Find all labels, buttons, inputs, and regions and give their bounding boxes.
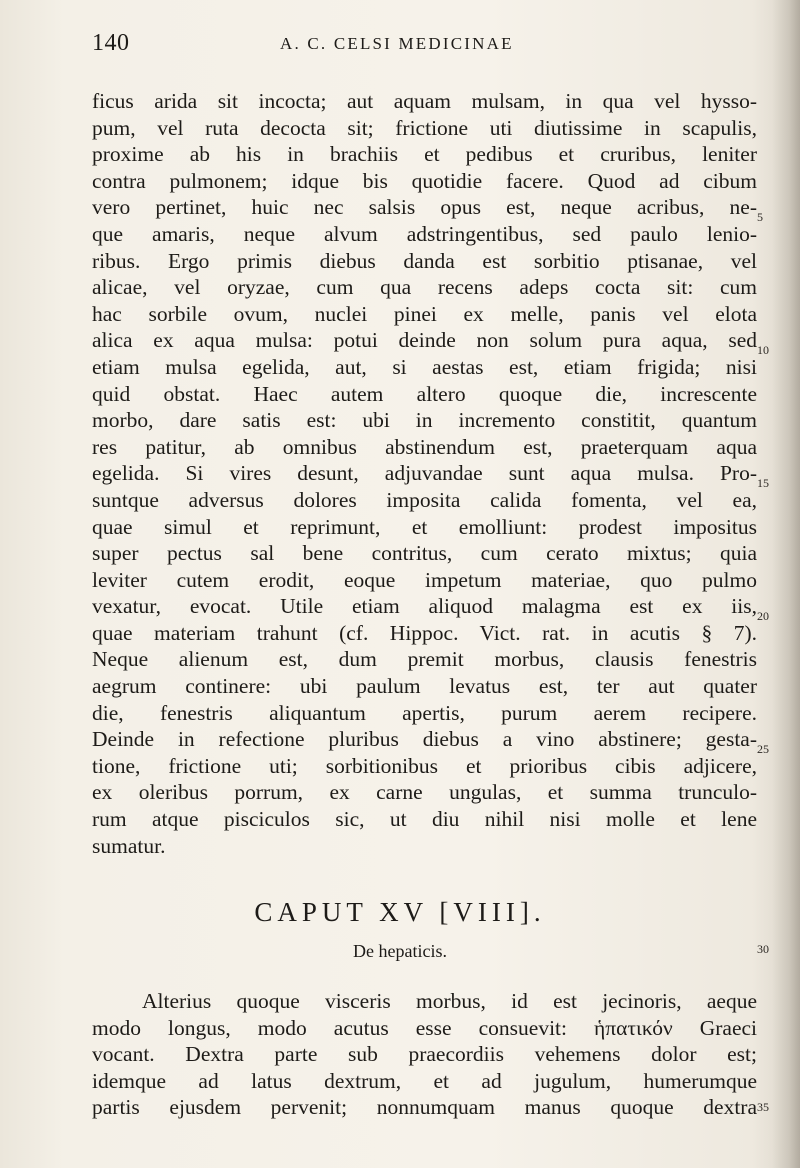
text-line: Neque alienum est, dum premit morbus, clausis fenestris: [92, 647, 757, 672]
text-line: morbo, dare satis est: ubi in incremento constitit, quantum: [92, 408, 757, 433]
chapter-title: CAPUT XV [VIII].: [254, 897, 546, 927]
text-line: quid obstat. Haec autem altero quoque die, increscente: [92, 381, 757, 406]
text-line: vocant. Dextra parte sub praecordiis vehemens dolor est;: [92, 1042, 757, 1067]
chapter-text-block: [92, 988, 757, 1121]
text-line: rum atque pisciculos sic, ut diu nihil nisi molle et lene: [92, 807, 757, 832]
text-line: ribus. Ergo primis diebus danda est sorbitio ptisanae, vel: [92, 248, 757, 273]
text-line: que amaris, neque alvum adstringentibus, sed paulo lenio-: [92, 221, 757, 246]
text-line: res patitur, ab omnibus abstinendum est, praeterquam aqua: [92, 434, 757, 459]
chapter-subtitle: De hepaticis.: [353, 941, 447, 961]
page-header: [92, 30, 752, 60]
margin-line-number: 30: [757, 942, 769, 956]
text-line: vero pertinet, huic nec salsis opus est, neque acribus, ne-: [92, 195, 757, 220]
text-line: ficus arida sit incocta; aut aquam mulsam, in qua vel hysso-: [92, 89, 757, 113]
text-line: contra pulmonem; idque bis quotidie facere. Quod ad cibum: [92, 168, 757, 193]
text-line: ex oleribus porrum, ex carne ungulas, et summa trunculo-: [92, 780, 757, 805]
text-line: quae materiam trahunt (cf. Hippoc. Vict. rat. in acutis § 7).: [92, 620, 757, 645]
text-line: proxime ab his in brachiis et pedibus et cruribus, leniter: [92, 142, 757, 167]
text-line: hac sorbile ovum, nuclei pinei ex melle, panis vel elota: [92, 301, 757, 326]
text-line: alicae, vel oryzae, cum qua recens adeps cocta sit: cum: [92, 275, 757, 300]
margin-line-number: 20: [757, 609, 769, 623]
margin-line-number: 10: [757, 343, 769, 357]
text-line: pum, vel ruta decocta sit; frictione uti diutissime in scapulis,: [92, 115, 757, 140]
text-line: egelida. Si vires desunt, adjuvandae sunt aqua mulsa. Pro-: [92, 461, 757, 486]
binding-shadow: [772, 0, 800, 1168]
margin-line-number: 5: [757, 210, 763, 224]
text-line: idemque ad latus dextrum, et ad jugulum, humerumque: [92, 1068, 757, 1093]
text-line: alica ex aqua mulsa: potui deinde non solum pura aqua, sed: [92, 328, 757, 353]
text-line: Alterius quoque visceris morbus, id est jecinoris, aeque: [142, 989, 757, 1013]
margin-line-number: 25: [757, 742, 769, 756]
text-line: etiam mulsa egelida, aut, si aestas est, etiam frigida; nisi: [92, 354, 757, 379]
page-number: 140: [92, 30, 130, 56]
text-line: partis ejusdem pervenit; nonnumquam manus quoque dextra: [92, 1095, 757, 1120]
text-line: sumatur.: [92, 833, 166, 858]
text-line: suntque adversus dolores imposita calida fomenta, vel ea,: [92, 487, 757, 512]
text-line: Deinde in refectione pluribus diebus a vino abstinere; gesta-: [92, 727, 757, 752]
text-line: quae simul et reprimunt, et emolliunt: prodest impositus: [92, 514, 757, 539]
text-line: tione, frictione uti; sorbitionibus et prioribus cibis adjicere,: [92, 753, 757, 778]
text-line: super pectus sal bene contritus, cum cerato mixtus; quia: [92, 541, 757, 566]
main-text-block: [92, 88, 757, 859]
text-line: modo longus, modo acutus esse consuevit: ἡπατικόν Graeci: [92, 1015, 757, 1040]
margin-line-number: 35: [757, 1100, 769, 1114]
text-line: vexatur, evocat. Utile etiam aliquod malagma est ex iis,: [92, 594, 757, 619]
text-line: leviter cutem erodit, eoque impetum materiae, quo pulmo: [92, 567, 757, 592]
margin-line-number: 15: [757, 476, 769, 490]
running-head: A. C. CELSI MEDICINAE: [280, 34, 514, 53]
text-line: die, fenestris aliquantum apertis, purum aerem recipere.: [92, 700, 757, 725]
text-line: aegrum continere: ubi paulum levatus est, ter aut quater: [92, 674, 757, 699]
